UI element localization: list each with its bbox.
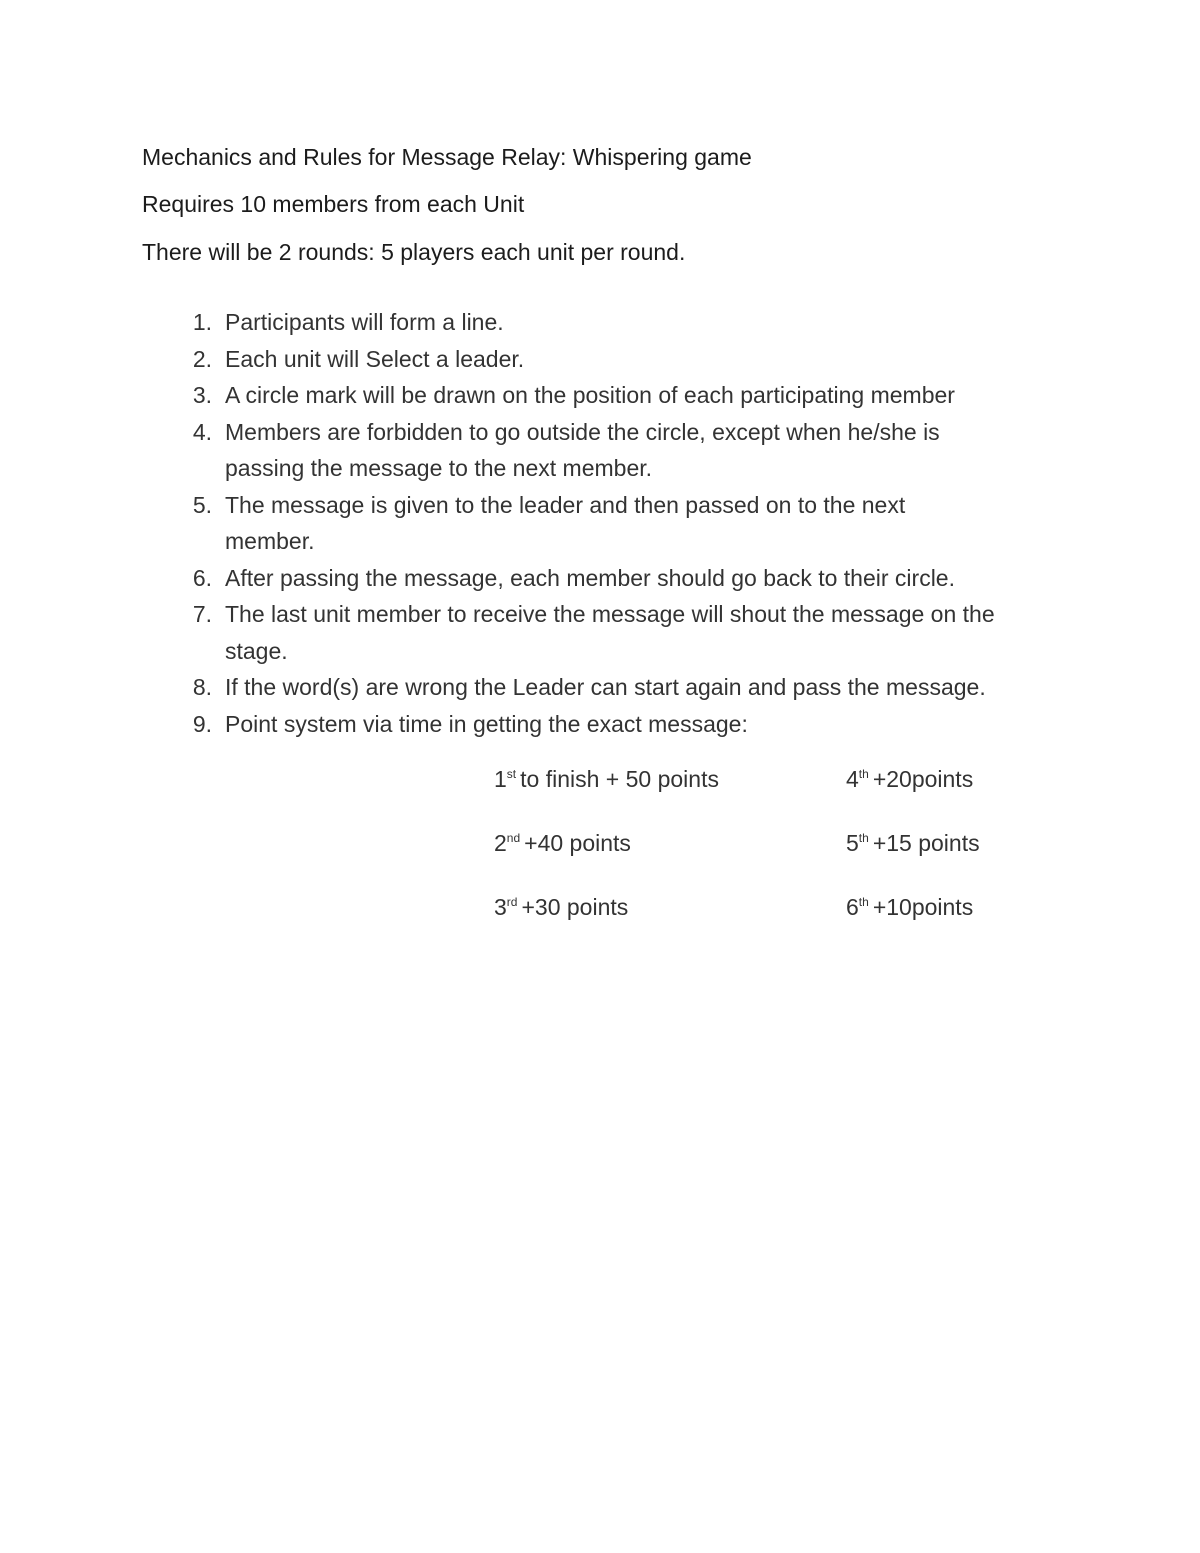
points-entry: 4th +20points (846, 766, 974, 792)
rule-text: After passing the message, each member should go back to their circle. (225, 564, 955, 591)
rule-text: Members are forbidden to go outside the circle, except when he/she is passing the message to the next member. (225, 418, 940, 481)
points-row (494, 766, 1054, 830)
rule-number: 6. (192, 564, 212, 591)
document-title: Mechanics and Rules for Message Relay: Whispering game (142, 144, 752, 170)
rule-number: 7. (192, 601, 212, 627)
rule-number: 1. (192, 309, 212, 335)
rule-number: 9. (192, 710, 212, 737)
rule-text: A circle mark will be drawn on the position of each participating member (225, 382, 955, 408)
rule-text: If the word(s) are wrong the Leader can start again and pass the message. (225, 674, 986, 700)
rule-text: Each unit will Select a leader. (225, 345, 525, 372)
rule-text: The message is given to the leader and then passed on to the next member. (225, 491, 906, 554)
points-row (494, 894, 1054, 958)
rule-item (142, 487, 1072, 560)
rule-item (142, 669, 1072, 706)
requirement-line: Requires 10 members from each Unit (142, 191, 525, 217)
points-entry: 3rd +30 points (494, 894, 629, 920)
points-table (494, 766, 1054, 958)
rule-number: 2. (192, 345, 212, 372)
points-entry: 2nd +40 points (494, 830, 631, 856)
rule-number: 5. (192, 491, 212, 518)
points-entry: 1st to finish + 50 points (494, 766, 719, 792)
rule-number: 4. (192, 418, 212, 445)
points-entry: 5th +15 points (846, 830, 980, 856)
points-entry: 6th +10points (846, 894, 974, 920)
rule-item (142, 341, 1072, 378)
rule-item (142, 377, 1072, 414)
rule-number: 8. (192, 674, 212, 700)
rule-text: Point system via time in getting the exact message: (225, 710, 748, 737)
rule-item (142, 414, 1072, 487)
rule-item (142, 560, 1072, 597)
rule-item (142, 596, 1072, 669)
rule-item (142, 706, 1072, 743)
points-row (494, 830, 1054, 894)
rule-number: 3. (192, 382, 212, 408)
rules-list (142, 304, 1072, 742)
rule-text: Participants will form a line. (225, 309, 504, 335)
rounds-line: There will be 2 rounds: 5 players each unit per round. (142, 239, 686, 265)
rule-item (142, 304, 1072, 341)
rule-text: The last unit member to receive the message will shout the message on the stage. (225, 601, 995, 664)
